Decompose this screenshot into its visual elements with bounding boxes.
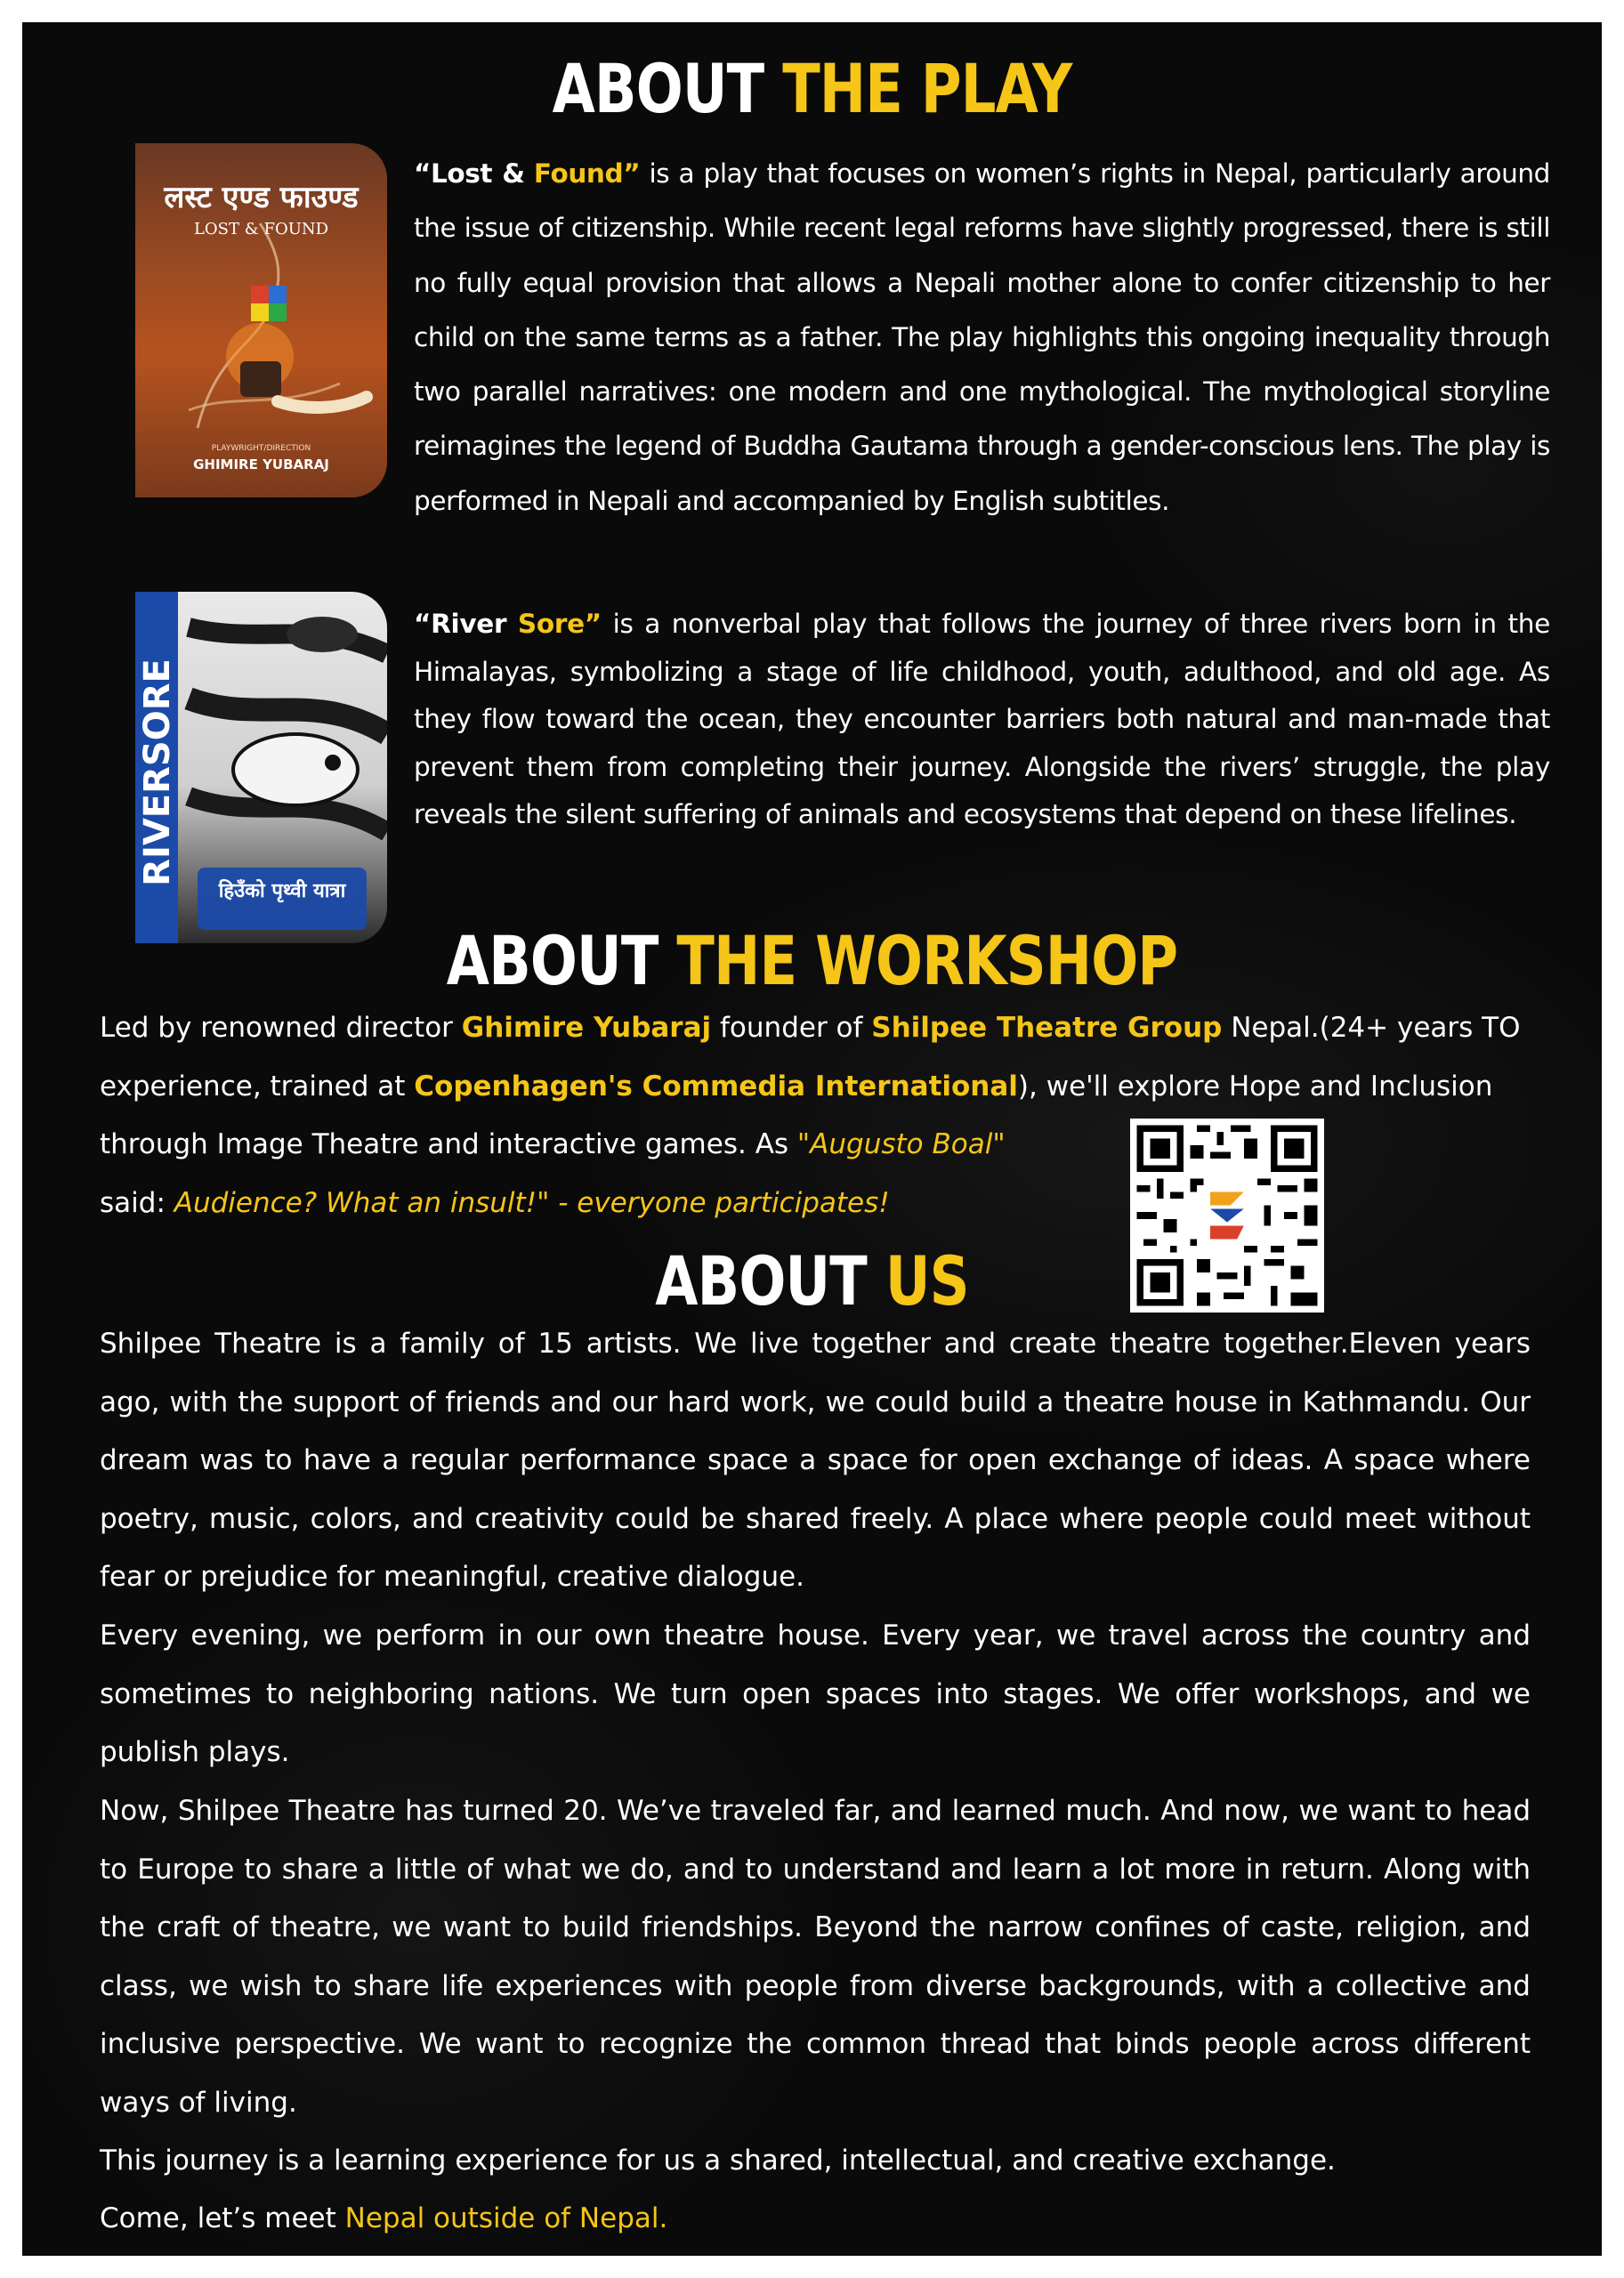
about-us-heading: ABOUT US xyxy=(655,1241,969,1321)
about-play-heading: ABOUT THE PLAY xyxy=(552,49,1072,128)
about-workshop-heading: ABOUT THE WORKSHOP xyxy=(446,921,1178,1000)
lost-found-cover-credit-name: GHIMIRE YUBARAJ xyxy=(193,456,329,473)
river-sore-description: “River Sore” is a nonverbal play that follows the journey of three rivers born in the Himalayas, symbolizing a stage of life childhood, youth, adulthood, and old age. As they flow toward the ocean, they encounter barriers both natural and man-made that prevent them from completing their journey. Alongside the rivers’ struggle, the play reveals the silent suffering of animals and ecosystems that depend on these lifelines. xyxy=(414,609,1551,829)
lost-found-cover-title-en: LOST & FOUND xyxy=(193,220,329,238)
workshop-description: Led by renowned director Ghimire Yubaraj founder of Shilpee Theatre Group Nepal.(24+ years TO experience, trained at Copenhagen's Commedia International), we'll explore Hope and Inclusion through Image Theatre and interactive games. As "Augusto Boal" said: Audience? What an insult!" - everyone participates! xyxy=(100,1012,1521,1219)
lost-found-cover-image xyxy=(135,143,387,497)
lost-found-cover-credit-label: PLAYWRIGHT/DIRECTION xyxy=(211,444,311,453)
about-us-closing: Come, let’s meet Nepal outside of Nepal. xyxy=(100,2202,668,2234)
river-sore-cover-title-en: RIVERSORE xyxy=(137,658,178,886)
lost-found-cover-title-ne: लस्ट एण्ड फाउण्ड xyxy=(164,180,359,215)
about-us-paragraph-4: This journey is a learning experience for us a shared, intellectual, and creative exchange. xyxy=(100,2145,1336,2177)
river-sore-cover-image xyxy=(135,592,387,943)
about-us-paragraph-1: Shilpee Theatre is a family of 15 artists. We live together and create theatre together.Eleven years ago, with the support of friends and our hard work, we could build a theatre house in Kathmandu. Our dream was to have a regular performance space a space for open exchange of ideas. A space where poetry, music, colors, and creativity could be shared freely. A place where people could meet without fear or prejudice for meaningful, creative dialogue. xyxy=(100,1328,1531,1593)
poster-page xyxy=(22,22,1602,2256)
lost-found-description: “Lost & Found” is a play that focuses on women’s rights in Nepal, particularly around the issue of citizenship. While recent legal reforms have slightly progressed, there is still no fully equal provision that allows a Nepali mother alone to confer citizenship to her child on the same terms as a father. The play highlights this ongoing inequality through two parallel narratives: one modern and one mythological. The mythological storyline reimagines the legend of Buddha Gautama through a gender-conscious lens. The play is performed in Nepali and accompanied by English subtitles. xyxy=(414,158,1550,516)
river-sore-cover-title-ne: हिउँको पृथ्वी यात्रा xyxy=(218,880,346,902)
about-us-paragraph-2: Every evening, we perform in our own theatre house. Every year, we travel across the country and sometimes to neighboring nations. We turn open spaces into stages. We offer workshops, and we publish plays. xyxy=(100,1620,1531,1768)
about-us-paragraph-3: Now, Shilpee Theatre has turned 20. We’ve traveled far, and learned much. And now, we want to head to Europe to share a little of what we do, and to understand and learn a lot more in return. Along with the craft of theatre, we want to build friendships. Beyond the narrow confines of caste, religion, and class, we wish to share life experiences with people from diverse backgrounds, with a collective and inclusive perspective. We want to recognize the common thread that binds people across different ways of living. xyxy=(100,1795,1531,2119)
